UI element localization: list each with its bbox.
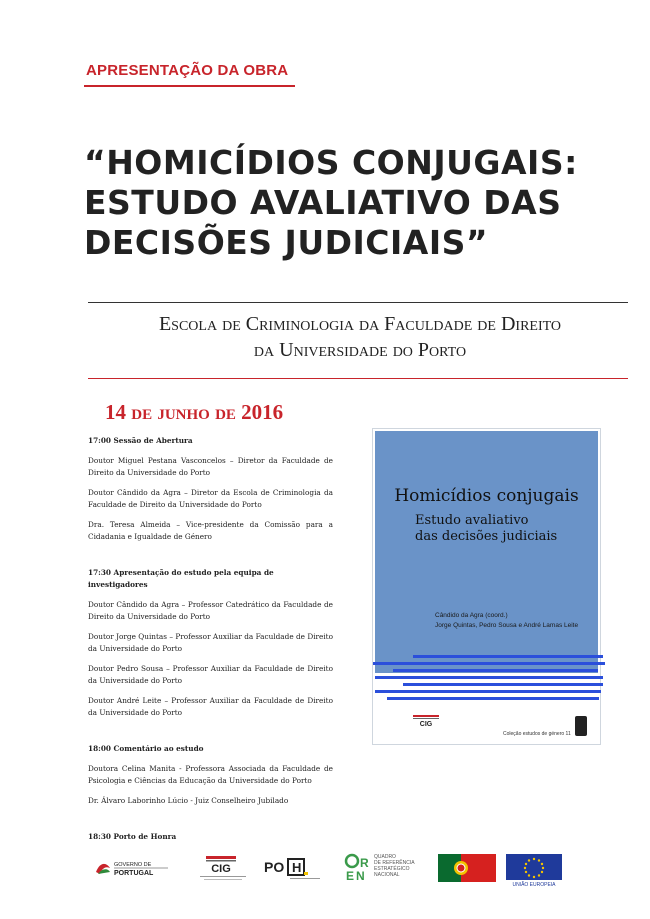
- session-heading: 18:30 Porto de Honra: [88, 832, 177, 841]
- svg-text:N: N: [356, 869, 365, 883]
- portugal-flag-icon: [438, 854, 496, 887]
- svg-text:CIG: CIG: [419, 721, 433, 727]
- sponsor-logos: [92, 850, 572, 890]
- book-subtitle: [415, 513, 595, 545]
- collection-badge: [575, 716, 587, 736]
- book-collection: Coleção estudos de género 11: [503, 731, 571, 737]
- organizer: [60, 311, 650, 363]
- svg-text:H: H: [292, 860, 302, 875]
- cover-stripe: [387, 697, 599, 700]
- book-authors: [435, 611, 600, 631]
- book-coordinator: Cândido da Agra (coord.): [435, 612, 508, 619]
- session-commentary: [88, 743, 333, 807]
- session-heading: 18:00 Comentário ao estudo: [88, 744, 204, 753]
- svg-text:UNIÃO EUROPEIA: UNIÃO EUROPEIA: [512, 882, 556, 888]
- organizer-line-1: Escola de Criminologia da Faculdade de Direito: [158, 313, 562, 335]
- book-subtitle-line-2: das decisões judiciais: [415, 529, 558, 544]
- cover-stripe: [413, 655, 603, 658]
- divider-red: [88, 378, 628, 379]
- speaker-entry: Doutor André Leite – Professor Auxiliar da Faculdade de Direito da Universidade do Porto: [88, 696, 333, 717]
- speaker-entry: Dr. Álvaro Laborinho Lúcio - Juiz Conselheiro Jubilado: [88, 796, 289, 805]
- section-label: APRESENTAÇÃO DA OBRA: [86, 62, 289, 79]
- speaker-entry: Doutor Cândido da Agra – Diretor da Escola de Criminologia da Faculdade de Direito da Universidade do Porto: [88, 488, 333, 509]
- cover-stripe: [373, 662, 605, 665]
- book-author-list: Jorge Quintas, Pedro Sousa e André Lamas Leite: [435, 622, 579, 629]
- book-cover: [372, 428, 601, 745]
- svg-text:GOVERNO DE: GOVERNO DE: [114, 862, 152, 868]
- cover-stripe: [403, 683, 603, 686]
- eu-flag-icon: [506, 854, 564, 895]
- speaker-entry: Dra. Teresa Almeida – Vice-presidente da Comissão para a Cidadania e Igualdade de Género: [88, 520, 333, 541]
- session-presentation: [88, 567, 333, 719]
- svg-text:CIG: CIG: [211, 863, 231, 875]
- cover-stripe: [393, 669, 598, 672]
- speaker-entry: Doutor Jorge Quintas – Professor Auxiliar da Faculdade de Direito da Universidade do Porto: [88, 632, 333, 653]
- poph-logo: [264, 858, 328, 887]
- svg-text:PO: PO: [264, 859, 285, 875]
- speaker-entry: Doutora Celina Manita - Professora Associada da Faculdade de Psicologia e Ciências da Educação da Universidade do Porto: [88, 764, 333, 785]
- speaker-entry: Doutor Miguel Pestana Vasconcelos – Diretor da Faculdade de Direito da Universidade do Porto: [88, 456, 333, 477]
- title-line-2: ESTUDO AVALIATIVO DAS: [84, 183, 562, 222]
- cig-logo-small: [413, 712, 439, 727]
- book-subtitle-line-1: Estudo avaliativo: [415, 513, 529, 528]
- section-label-underline: [84, 85, 295, 87]
- svg-text:PORTUGAL: PORTUGAL: [114, 870, 154, 877]
- cover-stripe: [375, 676, 603, 679]
- speaker-entry: Doutor Cândido da Agra – Professor Catedrático da Faculdade de Direito da Universidade do Porto: [88, 600, 333, 621]
- session-closing: [88, 831, 333, 843]
- svg-text:R: R: [360, 856, 369, 870]
- organizer-line-2: da Universidade do Porto: [253, 339, 467, 361]
- book-cover-panel: [375, 431, 598, 673]
- svg-text:DE REFERÊNCIA: DE REFERÊNCIA: [374, 860, 415, 866]
- event-date: 14 de junho de 2016: [105, 400, 284, 424]
- svg-text:NACIONAL: NACIONAL: [374, 872, 400, 878]
- qren-logo: [342, 852, 422, 889]
- title-line-3: DECISÕES JUDICIAIS”: [84, 223, 489, 262]
- governo-logo: [92, 858, 172, 885]
- svg-text:ESTRATÉGICO: ESTRATÉGICO: [374, 866, 410, 872]
- title-line-1: “HOMICÍDIOS CONJUGAIS:: [84, 143, 578, 182]
- svg-text:E: E: [346, 869, 355, 883]
- svg-text:QUADRO: QUADRO: [374, 854, 396, 860]
- session-opening: [88, 435, 333, 543]
- divider-top: [88, 302, 628, 303]
- session-heading: 17:00 Sessão de Abertura: [88, 436, 193, 445]
- session-heading: 17:30 Apresentação do estudo pela equipa de investigadores: [88, 568, 274, 589]
- book-title: Homicídios conjugais: [394, 486, 579, 506]
- speaker-entry: Doutor Pedro Sousa – Professor Auxiliar da Faculdade de Direito da Universidade do Porto: [88, 664, 333, 685]
- event-title: [84, 143, 604, 263]
- cig-logo: [200, 854, 246, 889]
- program: [88, 435, 333, 851]
- cover-stripe: [375, 690, 601, 693]
